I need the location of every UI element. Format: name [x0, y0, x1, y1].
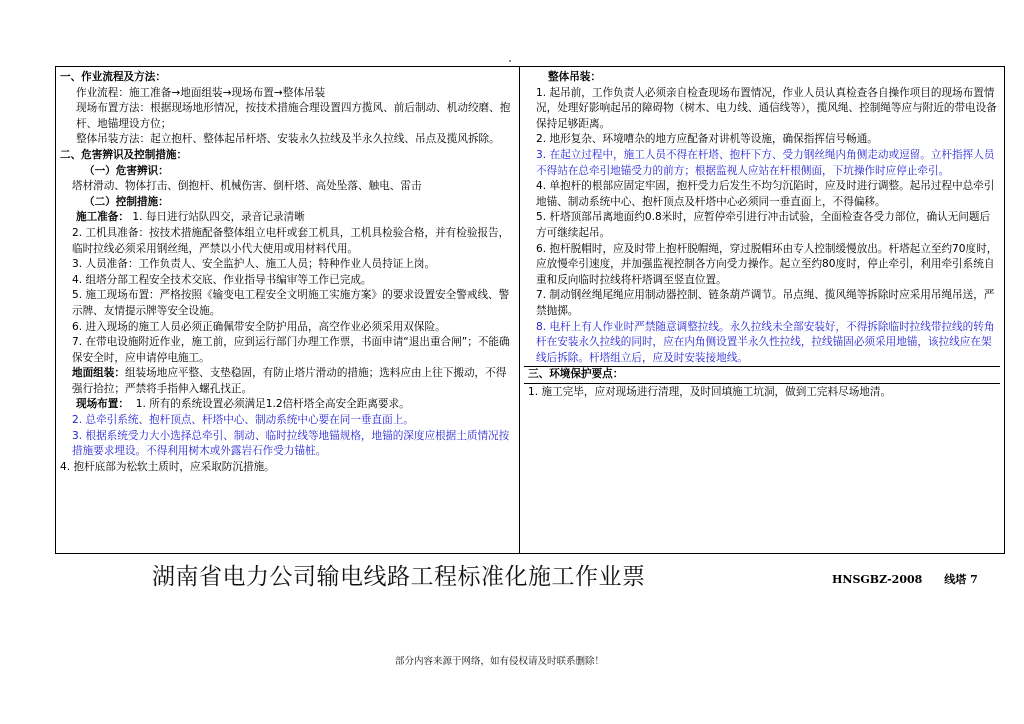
ground-assembly [60, 366, 515, 397]
prep-item-1-text: 1. 每日进行站队四交，录音记录清晰 [132, 211, 305, 224]
doc-code: HNSGBZ-2008 [832, 573, 923, 586]
section1-heading: 一、作业流程及方法： [60, 71, 166, 83]
ground-label: 地面组装： [72, 367, 125, 380]
lift-item-4: 4. 单抱杆的根部应固定牢固，抱杆受力后发生不均匀沉陷时，应及时进行调整。起吊过程中总牵引地锚、制动系统中心、抱杆顶点及杆塔中心必须同一垂直面上，不得偏移。 [536, 180, 995, 208]
site-label: 现场布置： [76, 398, 129, 411]
left-column [56, 67, 520, 553]
site-layout-method: 现场布置方法：根据现场地形情况，按技术措施合理设置四方揽风、前后制动、机动绞磨、抱杆、地锚埋设方位； [76, 102, 511, 130]
lift-item-6: 6. 抱杆脱帽时，应及时带上抱杆脱帽绳，穿过脱帽环由专人控制缓慢放出。杆塔起立至约70度时，应放慢牵引速度，并加强监视控制各方向受力操作。起立至约80度时，停止牵引，利用牵引系统自重和反向临时拉线将杆塔调至竖直位置。 [536, 242, 998, 286]
footer-disclaimer: 部分内容来源于网络，如有侵权请及时联系删除！ [395, 656, 605, 667]
lift-item-7: 7. 制动钢丝绳尾绳应用制动器控制、链条葫芦调节。吊点绳、揽风绳等拆除时应采用吊绳吊送，严禁抛掷。 [536, 289, 995, 317]
prep-item-4: 4. 组塔分部工程安全技术交底、作业指导书编审等工作已完成。 [72, 273, 372, 286]
lift-item-3: 3. 在起立过程中，施工人员不得在杆塔、抱杆下方、受力钢丝绳内角侧走动或逗留。立杆指挥人员不得站在总牵引地锚受力的前方；根据监视人应站在杆根侧面，下坑操作时应停止牵引。 [536, 148, 995, 177]
prep-item-3: 3. 人员准备：工作负责人、安全监护人、施工人员；特种作业人员持证上岗。 [72, 258, 436, 271]
site-item-1 [60, 397, 515, 413]
prep-item-2: 2. 工机具准备：按技术措施配备整体组立电杆或套工机具，工机具检验合格，并有检验报告，临时拉线必须采用钢丝绳，严禁以小代大使用或用材料代用。 [72, 226, 510, 255]
doc-page: 线塔 7 [944, 573, 978, 586]
site-item-2: 2. 总牵引系统、抱杆顶点、杆塔中心、制动系统中心要在同一垂直面上。 [72, 414, 414, 427]
document-title: 湖南省电力公司输电线路工程标准化施工作业票 [152, 564, 646, 590]
section3-heading: 三、环境保护要点： [524, 366, 1000, 383]
prep-item-7: 7. 在带电设施附近作业，施工前，应到运行部门办理工作票，书面申请“退出重合闸”；不能确保安全时，应申请停电施工。 [72, 336, 510, 364]
prep-item-1 [60, 210, 515, 226]
lifting-heading: 整体吊装： [548, 71, 601, 83]
env-item-1: 1. 施工完毕，应对现场进行清理，及时回填施工坑洞，做到工完料尽场地清。 [524, 383, 1000, 401]
site-item-4: 4. 抱杆底部为松软土质时，应采取防沉措施。 [60, 460, 275, 473]
hazard-subheading: （一）危害辨识： [84, 164, 169, 177]
prep-label: 施工准备： [76, 211, 129, 224]
lift-item-2: 2. 地形复杂、环境嘈杂的地方应配备对讲机等设施，确保指挥信号畅通。 [536, 133, 878, 146]
prep-item-5: 5. 施工现场布置：严格按照《输变电工程安全文明施工实施方案》的要求设置安全警戒线、警示牌、友情提示牌等安全设施。 [72, 289, 510, 317]
lift-item-8: 8. 电杆上有人作业时严禁随意调整拉线。永久拉线未全部安装好，不得拆除临时拉线带拉线的转角杆在安装永久拉线的同时，应在内角侧设置半永久性拉线，拉线锚固必须采用地锚，该拉线应在架线后拆除。杆塔组立后，应及时安装接地线。 [536, 320, 995, 364]
ground-text: 组装场地应平整、支垫稳固，有防止塔片滑动的措施；选料应由上往下搬动，不得强行拾拉；严禁将手指伸入螺孔找正。 [72, 367, 507, 395]
lift-item-1: 1. 起吊前，工作负责人必须亲自检查现场布置情况，作业人员认真检查各自操作项目的现场布置情况，处理好影响起吊的障碍物（树木、电力线、通信线等），揽风绳、控制绳等应与附近的带电设备保持足够距离。 [536, 86, 997, 130]
control-subheading: （二）控制措施： [84, 195, 169, 208]
section2-heading: 二、危害辨识及控制措施： [60, 148, 188, 161]
work-ticket-table [55, 66, 1005, 554]
site-item-1-text: 1. 所有的系统设置必须满足1.2倍杆塔全高安全距离要求。 [135, 398, 410, 411]
prep-item-6: 6. 进入现场的施工人员必须正确佩带安全防护用品，高空作业必须采用双保险。 [72, 320, 446, 333]
lifting-method: 整体吊装方法：起立抱杆、整体起吊杆塔、安装永久拉线及半永久拉线、吊点及揽风拆除。 [76, 133, 500, 146]
hazard-list: 塔材滑动、物体打击、倒抱杆、机械伤害、倒杆塔、高处坠落、触电、雷击 [72, 180, 422, 193]
site-item-3: 3. 根据系统受力大小选择总牵引、制动、临时拉线等地锚规格，地锚的深度应根据土质情况按措施要求埋设。不得利用树木或外露岩石作受力锚桩。 [72, 429, 510, 458]
document-code [832, 571, 1000, 587]
page-dot [509, 60, 511, 62]
work-flow-text: 作业流程：施工准备→地面组装→现场布置→整体吊装 [76, 86, 326, 99]
right-column [520, 67, 1004, 553]
lift-item-5: 5. 杆塔顶部吊离地面约0.8米时，应暂停牵引进行冲击试验，全面检查各受力部位，确认无问题后方可继续起吊。 [536, 211, 991, 239]
